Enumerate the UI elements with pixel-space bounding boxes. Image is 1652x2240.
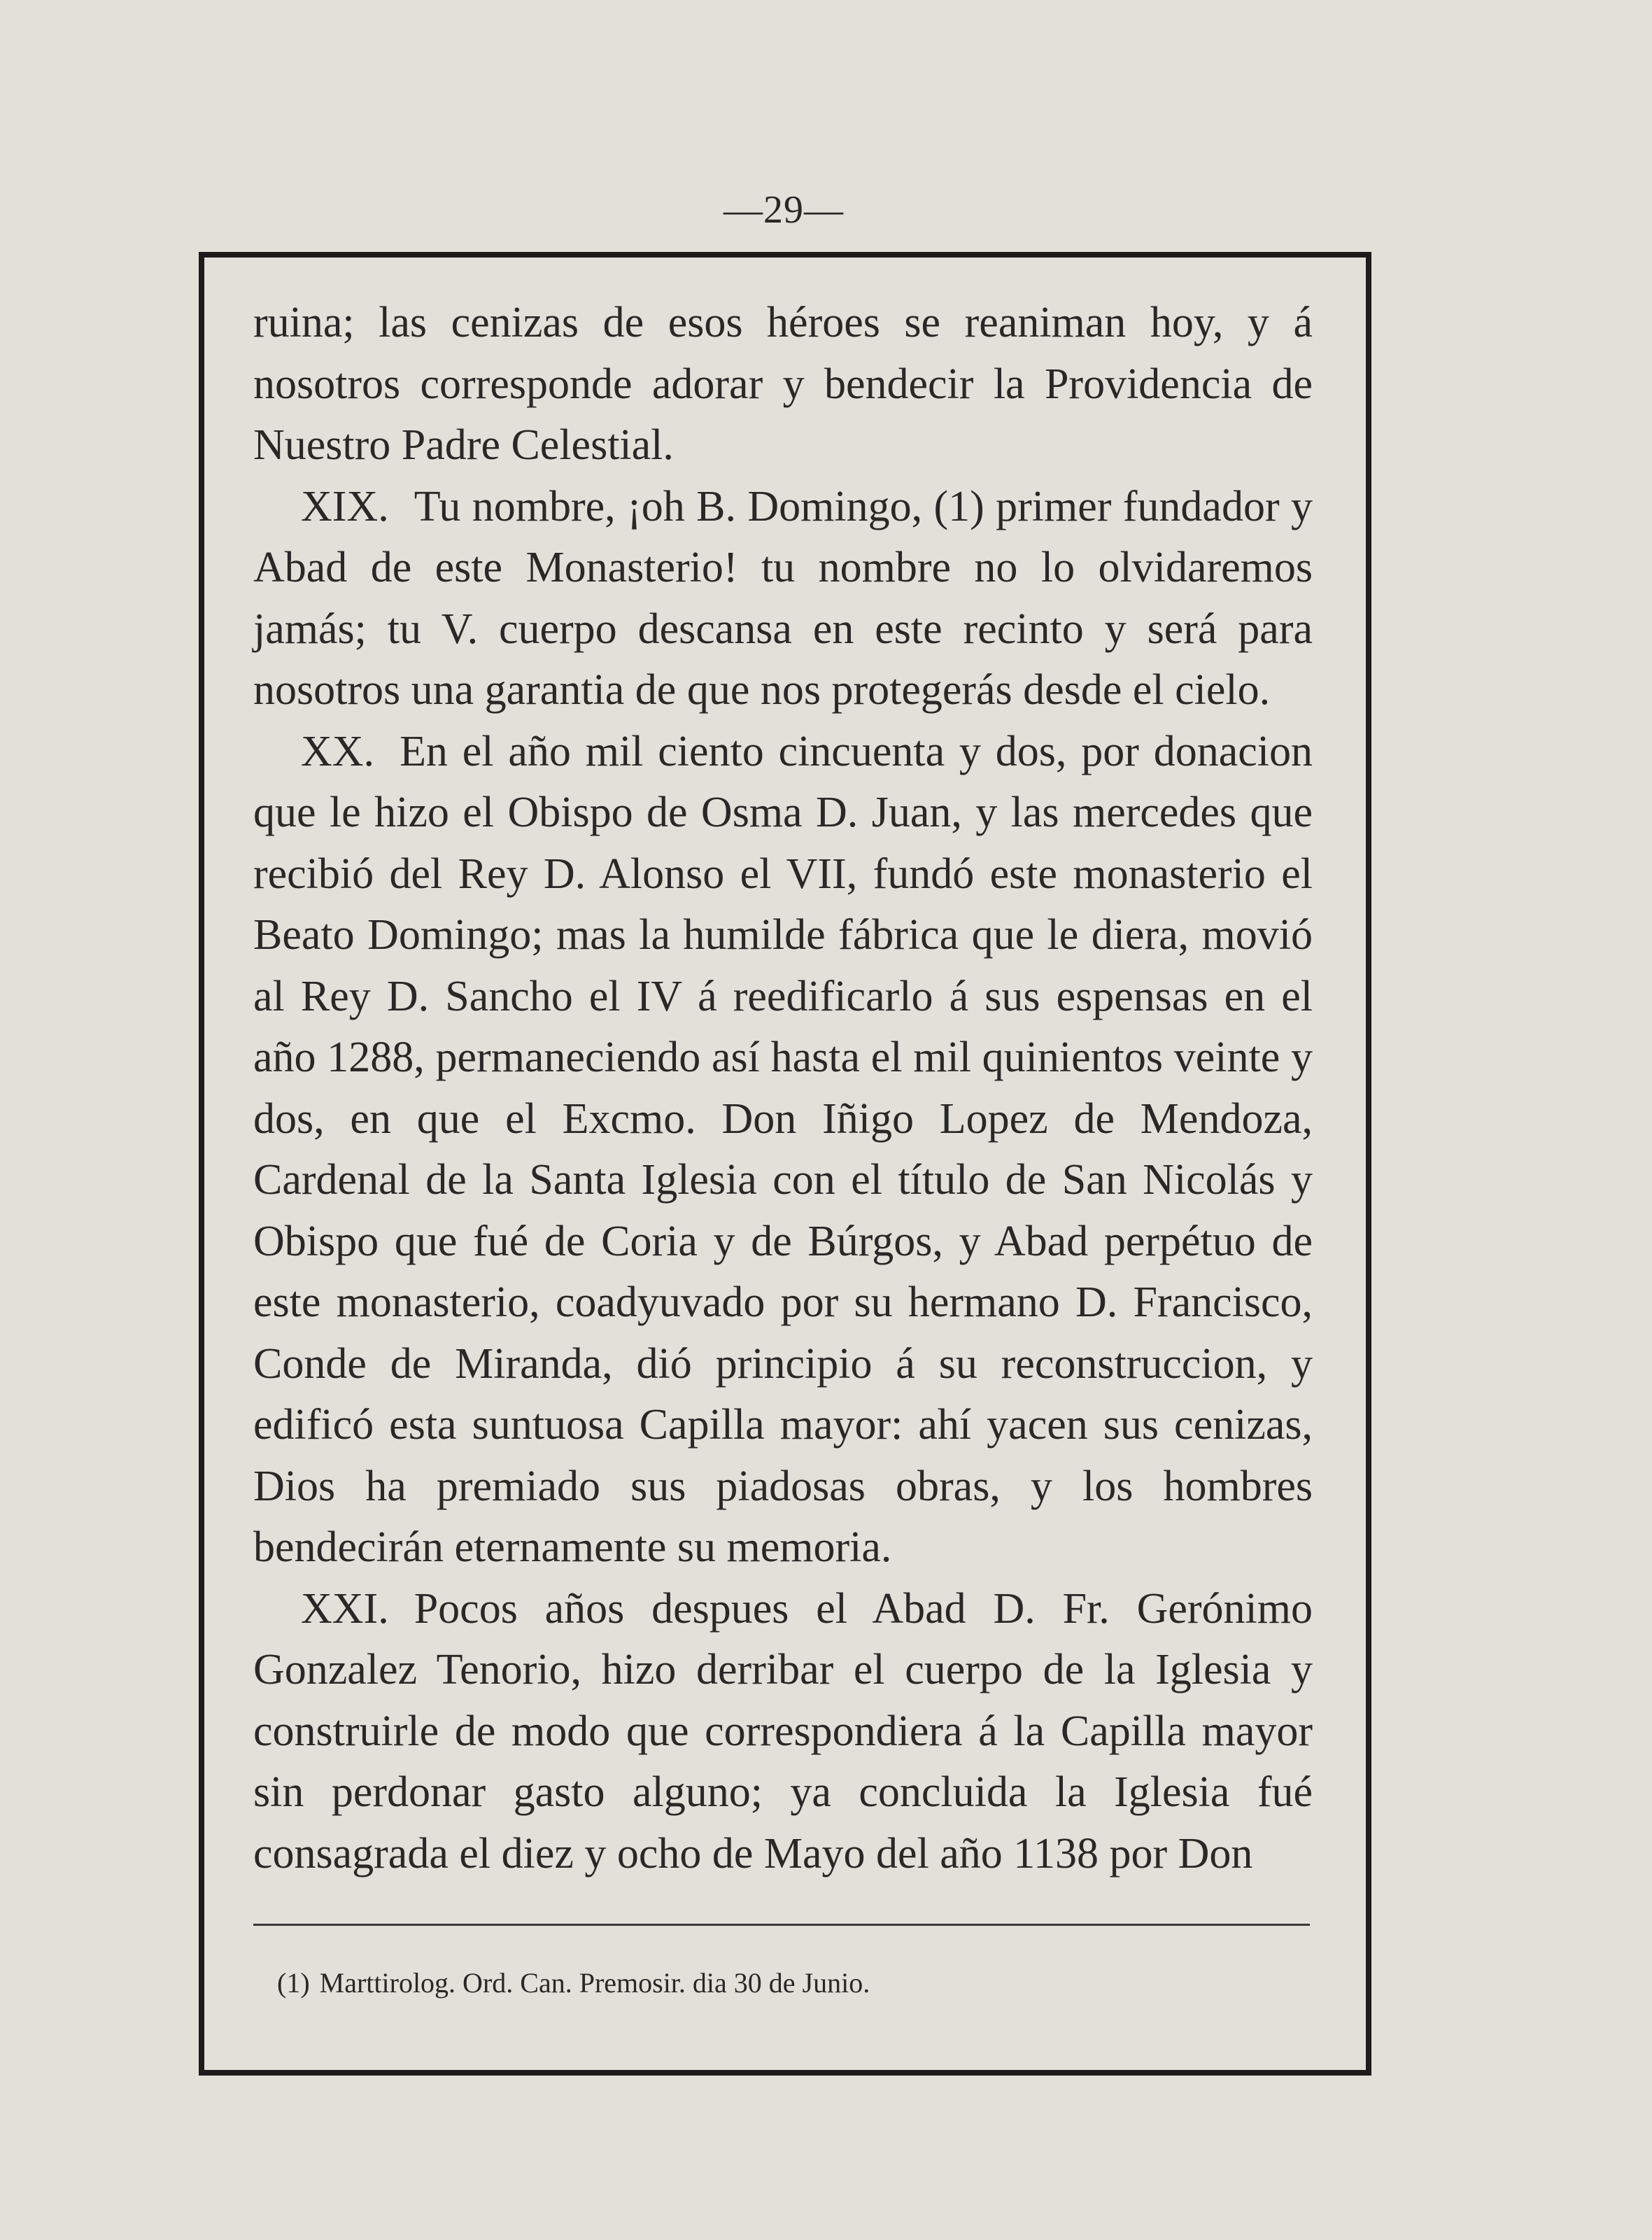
paragraph-continuation [253, 293, 1313, 477]
paragraph-number: XIX. [301, 482, 389, 530]
paragraph-xx [253, 721, 1313, 1579]
paragraph-text: Pocos años despues el Abad D. Fr. Gerónimo Gonzalez Tenorio, hizo derribar el cuerpo de la Iglesia y construirle de modo que correspondiera á la Capilla mayor sin perdonar gasto alguno; ya concluida la Iglesia fué consagrada el diez y ocho de Mayo del año 1138 por Don [253, 1584, 1313, 1878]
paragraph-text: ruina; las cenizas de esos héroes se reaniman hoy, y á nosotros corresponde adorar y bendecir la Providencia de Nuestro Padre Celestial. [253, 299, 1313, 469]
body-text [253, 293, 1313, 1885]
paragraph-text: Tu nombre, ¡oh B. Domingo, (1) primer fundador y Abad de este Monasterio! tu nombre no lo olvidaremos jamás; tu V. cuerpo descansa en este recinto y será para nosotros una garantia de que nos protegerás desde el cielo. [253, 482, 1313, 714]
page-number: —29— [723, 188, 844, 232]
footnote-mark: (1) [277, 1967, 310, 1999]
paragraph-number: XX. [301, 727, 375, 775]
footnote-text: Marttirolog. Ord. Can. Premosir. dia 30 de Junio. [319, 1967, 870, 1999]
footnote [277, 1964, 870, 2003]
paragraph-number: XXI. [301, 1584, 389, 1633]
paragraph-xxi [253, 1579, 1313, 1885]
paragraph-xix [253, 477, 1313, 721]
footnote-rule [253, 1924, 1310, 1926]
paragraph-text: En el año mil ciento cincuenta y dos, por donacion que le hizo el Obispo de Osma D. Juan, y las mercedes que recibió del Rey D. Alonso el VII, fundó este monasterio el Beato Domingo; mas la humilde fábrica que le diera, movió al Rey D. Sancho el IV á reedificarlo á sus espensas en el año 1288, permaneciendo así hasta el mil quinientos veinte y dos, en que el Excmo. Don Iñigo Lopez de Mendoza, Cardenal de la Santa Iglesia con el título de San Nicolás y Obispo que fué de Coria y de Búrgos, y Abad perpétuo de este monasterio, coadyuvado por su hermano D. Francisco, Conde de Miranda, dió principio á su reconstruccion, y edificó esta suntuosa Capilla mayor: ahí yacen sus cenizas, Dios ha premiado sus piadosas obras, y los hombres bendecirán eternamente su memoria. [253, 727, 1313, 1571]
